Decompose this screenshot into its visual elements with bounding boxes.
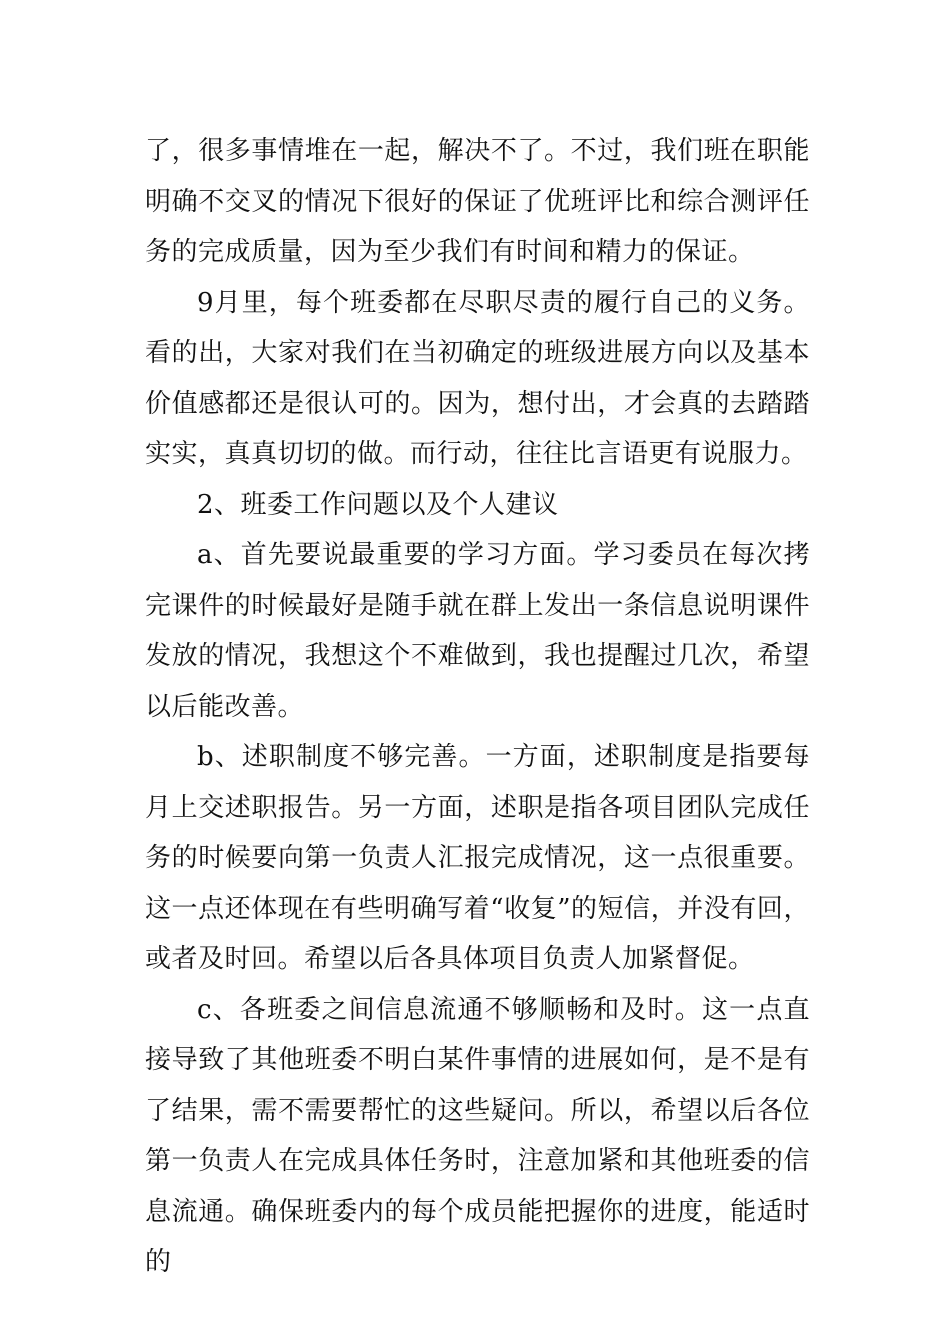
document-page — [145, 126, 810, 1288]
paragraph-item-b: b、述职制度不够完善。一方面，述职制度是指要每月上交述职报告。另一方面，述职是指各项目团队完成任务的时候要向第一负责人汇报完成情况，这一点很重要。这一点还体现在有些明确写着“收复”的短信，并没有回，或者及时回。希望以后各具体项目负责人加紧督促。 — [145, 742, 810, 974]
paragraph-september-summary: 9月里，每个班委都在尽职尽责的履行自己的义务。看的出，大家对我们在当初确定的班级进展方向以及基本价值感都还是很认可的。因为，想付出，才会真的去踏踏实实，真真切切的做。而行动，往往比言语更有说服力。 — [145, 287, 810, 469]
paragraph-item-c: c、各班委之间信息流通不够顺畅和及时。这一点直接导致了其他班委不明白某件事情的进展如何，是不是有了结果，需不需要帮忙的这些疑问。所以，希望以后各位第一负责人在完成具体任务时，注意加紧和其他班委的信息流通。确保班委内的每个成员能把握你的进度，能适时的 — [145, 994, 810, 1277]
section-heading-problems-suggestions: 2、班委工作问题以及个人建议 — [197, 489, 559, 520]
paragraph-item-a: a、首先要说最重要的学习方面。学习委员在每次拷完课件的时候最好是随手就在群上发出一条信息说明课件发放的情况，我想这个不难做到，我也提醒过几次，希望以后能改善。 — [145, 540, 810, 722]
paragraph-continued: 了，很多事情堆在一起，解决不了。不过，我们班在职能明确不交叉的情况下很好的保证了优班评比和综合测评任务的完成质量，因为至少我们有时间和精力的保证。 — [145, 136, 810, 267]
